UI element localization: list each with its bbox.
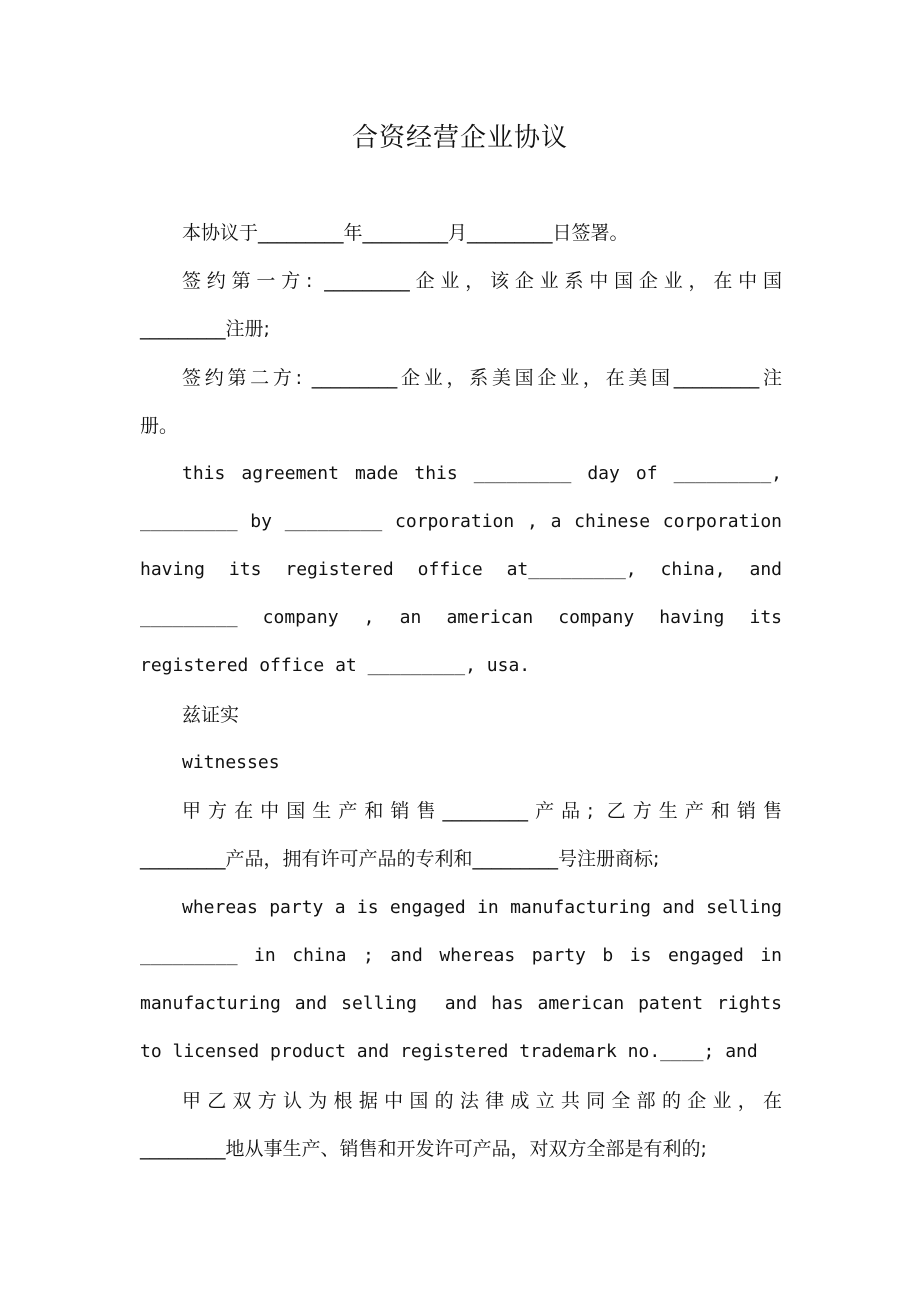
recital-en-1-line-3: manufacturing and selling and has american patent rights (140, 993, 782, 1014)
witness-en-heading: witnesses (182, 752, 280, 773)
recital-cn-1-line-1: 甲方在中国生产和销售_________产品; 乙方生产和销售 (182, 800, 782, 822)
english-intro-line-2: _________ by _________ corporation , a chinese corporation (140, 511, 782, 532)
document-title: 合资经营企业协议 (351, 123, 568, 153)
recital-en-1-line-1: whereas party a is engaged in manufacturing and selling (182, 897, 782, 918)
recital-en-1-line-2: _________ in china ; and whereas party b is engaged in (140, 945, 782, 966)
party-b-line-2: 册。 (140, 415, 179, 437)
english-intro-line-5: registered office at _________, usa. (140, 655, 531, 676)
recital-cn-2-line-1: 甲乙双方认为根据中国的法律成立共同全部的企业，在 (182, 1090, 782, 1112)
party-a-line-1: 签约第一方: _________企业，该企业系中国企业，在中国 (182, 270, 782, 292)
english-intro-line-3: having its registered office at_________, china, and (140, 559, 782, 580)
witness-cn-heading: 兹证实 (182, 704, 240, 726)
signing-date-line: 本协议于_________年_________月_________日签署。 (182, 222, 629, 244)
recital-cn-2-line-2: _________地从事生产、销售和开发许可产品，对双方全部是有利的; (140, 1138, 707, 1160)
english-intro-line-4: _________ company , an american company having its (140, 607, 782, 628)
recital-en-1-line-4: to licensed product and registered trademark no.____; and (140, 1041, 758, 1062)
party-a-line-2: _________注册; (140, 318, 270, 340)
recital-cn-1-line-2: _________产品，拥有许可产品的专利和_________号注册商标; (140, 848, 660, 870)
english-intro-line-1: this agreement made this _________ day of _________, (182, 463, 782, 484)
party-b-line-1: 签约第二方: _________企业，系美国企业，在美国_________注 (182, 367, 782, 389)
